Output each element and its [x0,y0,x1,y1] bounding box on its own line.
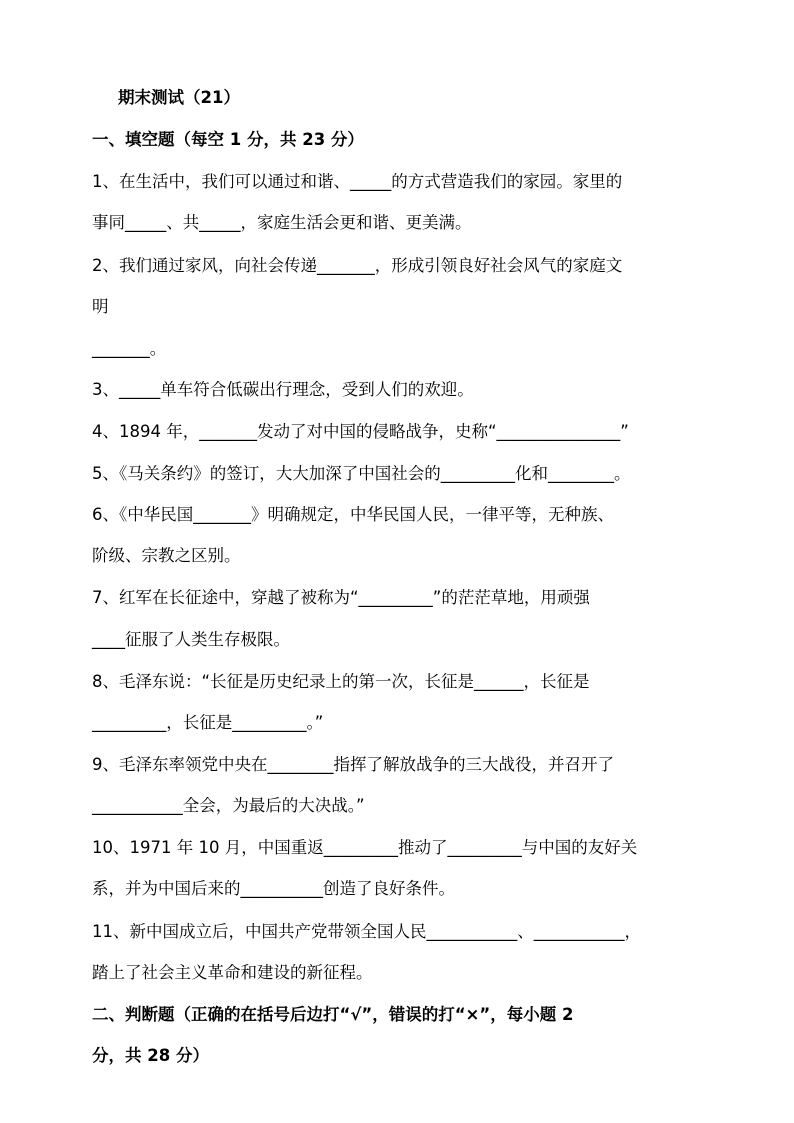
question-line: 阶级、宗教之区别。 [92,546,241,565]
section-heading-true-false: 二、判断题（正确的在括号后边打“√”，错误的打“×”，每小题 2 [92,1005,574,1024]
question-line: 踏上了社会主义革命和建设的新征程。 [92,963,373,982]
question-line: 3、_____单车符合低碳出行理念，受到人们的欢迎。 [92,380,474,399]
question-line: 10、1971 年 10 月，中国重返_________推动了_________与中国的友好关 [92,838,638,857]
question-line: 明 [92,297,109,316]
question-line: 2、我们通过家风，向社会传递_______，形成引领良好社会风气的家庭文 [92,256,623,275]
question-line: 8、毛泽东说：“长征是历史纪录上的第一次，长征是______，长征是 [92,672,590,691]
question-line: ____征服了人类生存极限。 [92,630,290,649]
question-line: 7、红军在长征途中，穿越了被称为“_________”的茫茫草地，用顽强 [92,588,590,607]
question-line: _______。 [92,339,167,358]
question-line: 6、《中华民国_______》明确规定，中华民国人民，一律平等，无种族、 [92,505,614,524]
question-line: 9、毛泽东率领党中央在________指挥了解放战争的三大战役，并召开了 [92,755,614,774]
question-line: 系，并为中国后来的__________创造了良好条件。 [92,879,455,898]
section-heading-fill-blank: 一、填空题（每空 1 分，共 23 分） [92,130,364,149]
page-title: 期末测试（21） [118,88,240,107]
question-line: ___________全会，为最后的大决战。” [92,796,365,815]
question-line: 事同_____、共_____，家庭生活会更和谐、更美满。 [92,213,472,232]
question-line: 1、在生活中，我们可以通过和谐、_____的方式营造我们的家园。家里的 [92,172,623,191]
question-line: 5、《马关条约》的签订，大大加深了中国社会的_________化和________。 [92,464,631,483]
question-line: 4、1894 年，_______发动了对中国的侵略战争，史称“_______________” [92,422,629,441]
section-heading-true-false-cont: 分，共 28 分） [92,1046,209,1065]
question-line: _________，长征是_________。” [92,713,324,732]
question-line: 11、新中国成立后，中国共产党带领全国人民___________、___________， [92,922,641,941]
